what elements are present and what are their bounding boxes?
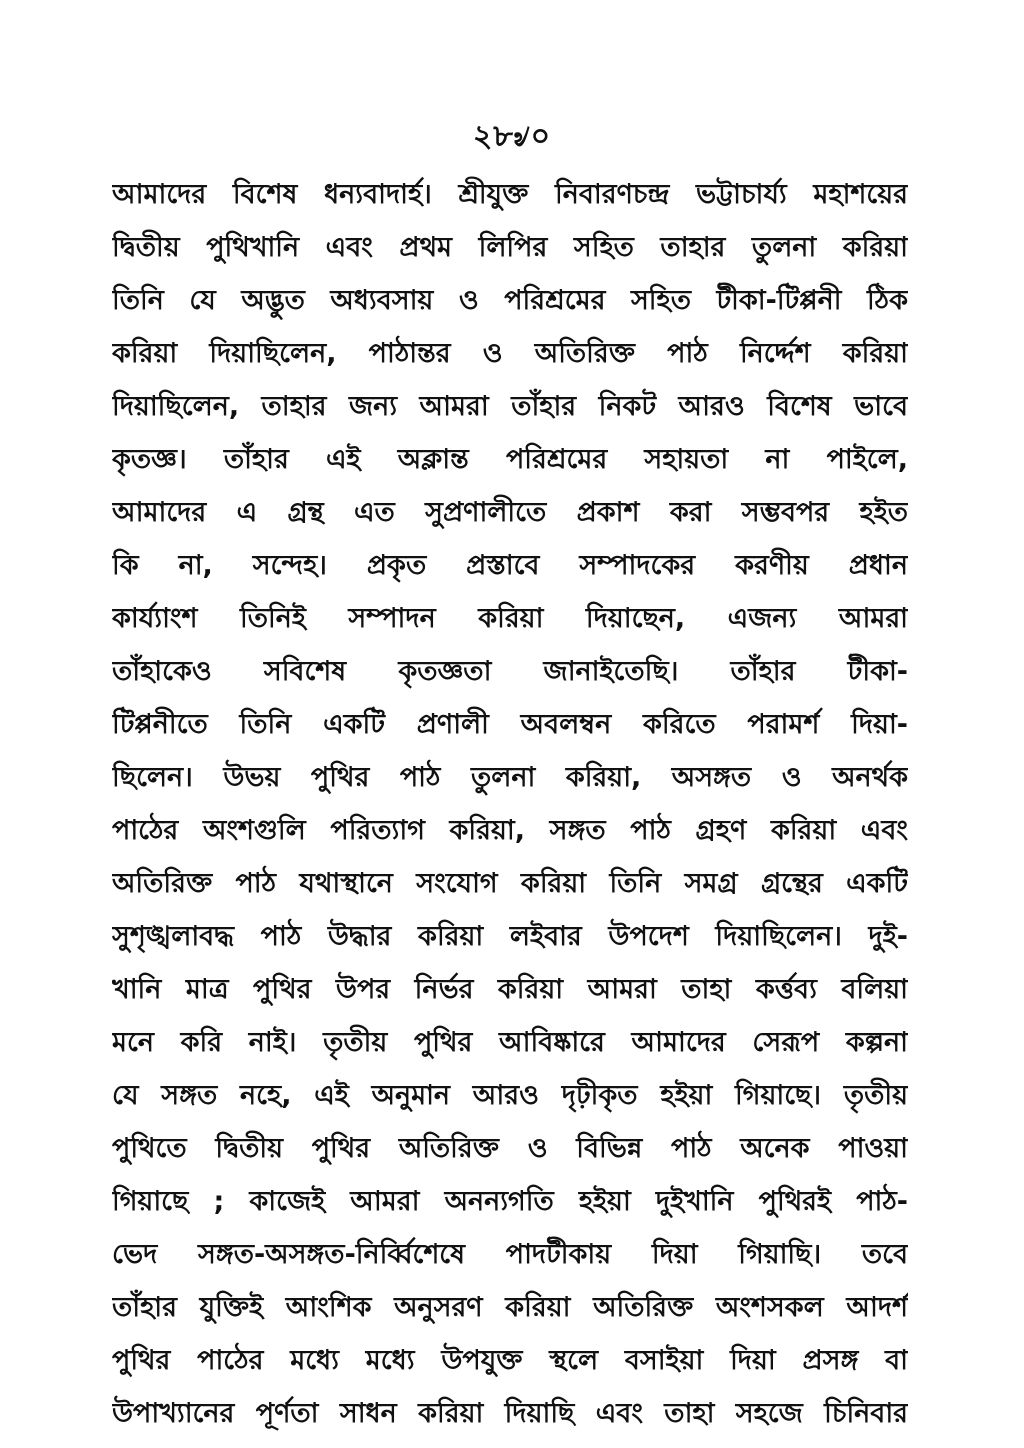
text-line: মনে করি নাই। তৃতীয় পুথির আবিষ্কারে আমাদের সেরূপ কল্পনা [112, 1027, 908, 1058]
text-line: পুথিতে দ্বিতীয় পুথির অতিরিক্ত ও বিভিন্ন পাঠ অনেক পাওয়া [112, 1133, 908, 1164]
text-line: দিয়াছিলেন, তাহার জন্য আমরা তাঁহার নিকট আরও বিশেষ ভাবে [112, 391, 908, 422]
text-line: খানি মাত্র পুথির উপর নির্ভর করিয়া আমরা তাহা কর্ত্তব্য বলিয়া [112, 974, 908, 1005]
text-line: পাঠের অংশগুলি পরিত্যাগ করিয়া, সঙ্গত পাঠ গ্রহণ করিয়া এবং [112, 815, 908, 846]
page-number: ২৮৶০ [472, 119, 552, 154]
body-text [112, 168, 908, 1440]
text-line: কার্য্যাংশ তিনিই সম্পাদন করিয়া দিয়াছেন, এজন্য আমরা [112, 603, 908, 634]
text-line: আমাদের বিশেষ ধন্যবাদার্হ। শ্রীযুক্ত নিবারণচন্দ্র ভট্টাচার্য্য মহাশয়ের [112, 179, 908, 210]
text-line: কি না, সন্দেহ। প্রকৃত প্রস্তাবে সম্পাদকের করণীয় প্রধান [112, 550, 908, 581]
text-line: অতিরিক্ত পাঠ যথাস্থানে সংযোগ করিয়া তিনি সমগ্র গ্রন্থের একটি [112, 868, 908, 899]
text-line: তাঁহাকেও সবিশেষ কৃতজ্ঞতা জানাইতেছি। তাঁহার টীকা- [112, 656, 908, 687]
text-line: আমাদের এ গ্রন্থ এত সুপ্রণালীতে প্রকাশ করা সম্ভবপর হইত [112, 497, 908, 528]
text-line: সুশৃঙ্খলাবদ্ধ পাঠ উদ্ধার করিয়া লইবার উপদেশ দিয়াছিলেন। দুই- [112, 921, 908, 952]
text-line: গিয়াছে ; কাজেই আমরা অনন্যগতি হইয়া দুইখানি পুথিরই পাঠ- [112, 1186, 908, 1217]
text-line: তিনি যে অদ্ভুত অধ্যবসায় ও পরিশ্রমের সহিত টীকা-টিপ্পনী ঠিক [112, 285, 908, 316]
text-line: পুথির পাঠের মধ্যে মধ্যে উপযুক্ত স্থলে বসাইয়া দিয়া প্রসঙ্গ বা [112, 1345, 908, 1376]
text-line: যে সঙ্গত নহে, এই অনুমান আরও দৃঢ়ীকৃত হইয়া গিয়াছে। তৃতীয় [112, 1080, 908, 1111]
text-line: কৃতজ্ঞ। তাঁহার এই অক্লান্ত পরিশ্রমের সহায়তা না পাইলে, [112, 444, 908, 475]
text-line: উপাখ্যানের পূর্ণতা সাধন করিয়া দিয়াছি এবং তাহা সহজে চিনিবার [112, 1398, 908, 1429]
text-line: ভেদ সঙ্গত-অসঙ্গত-নির্ব্বিশেষে পাদটীকায় দিয়া গিয়াছি। তবে [112, 1239, 908, 1270]
text-line: টিপ্পনীতে তিনি একটি প্রণালী অবলম্বন করিতে পরামর্শ দিয়া- [112, 709, 908, 740]
text-line: তাঁহার যুক্তিই আংশিক অনুসরণ করিয়া অতিরিক্ত অংশসকল আদর্শ [112, 1292, 908, 1323]
text-line: ছিলেন। উভয় পুথির পাঠ তুলনা করিয়া, অসঙ্গত ও অনর্থক [112, 762, 908, 793]
text-line: দ্বিতীয় পুথিখানি এবং প্রথম লিপির সহিত তাহার তুলনা করিয়া [112, 232, 908, 263]
text-line: করিয়া দিয়াছিলেন, পাঠান্তর ও অতিরিক্ত পাঠ নির্দ্দেশ করিয়া [112, 338, 908, 369]
